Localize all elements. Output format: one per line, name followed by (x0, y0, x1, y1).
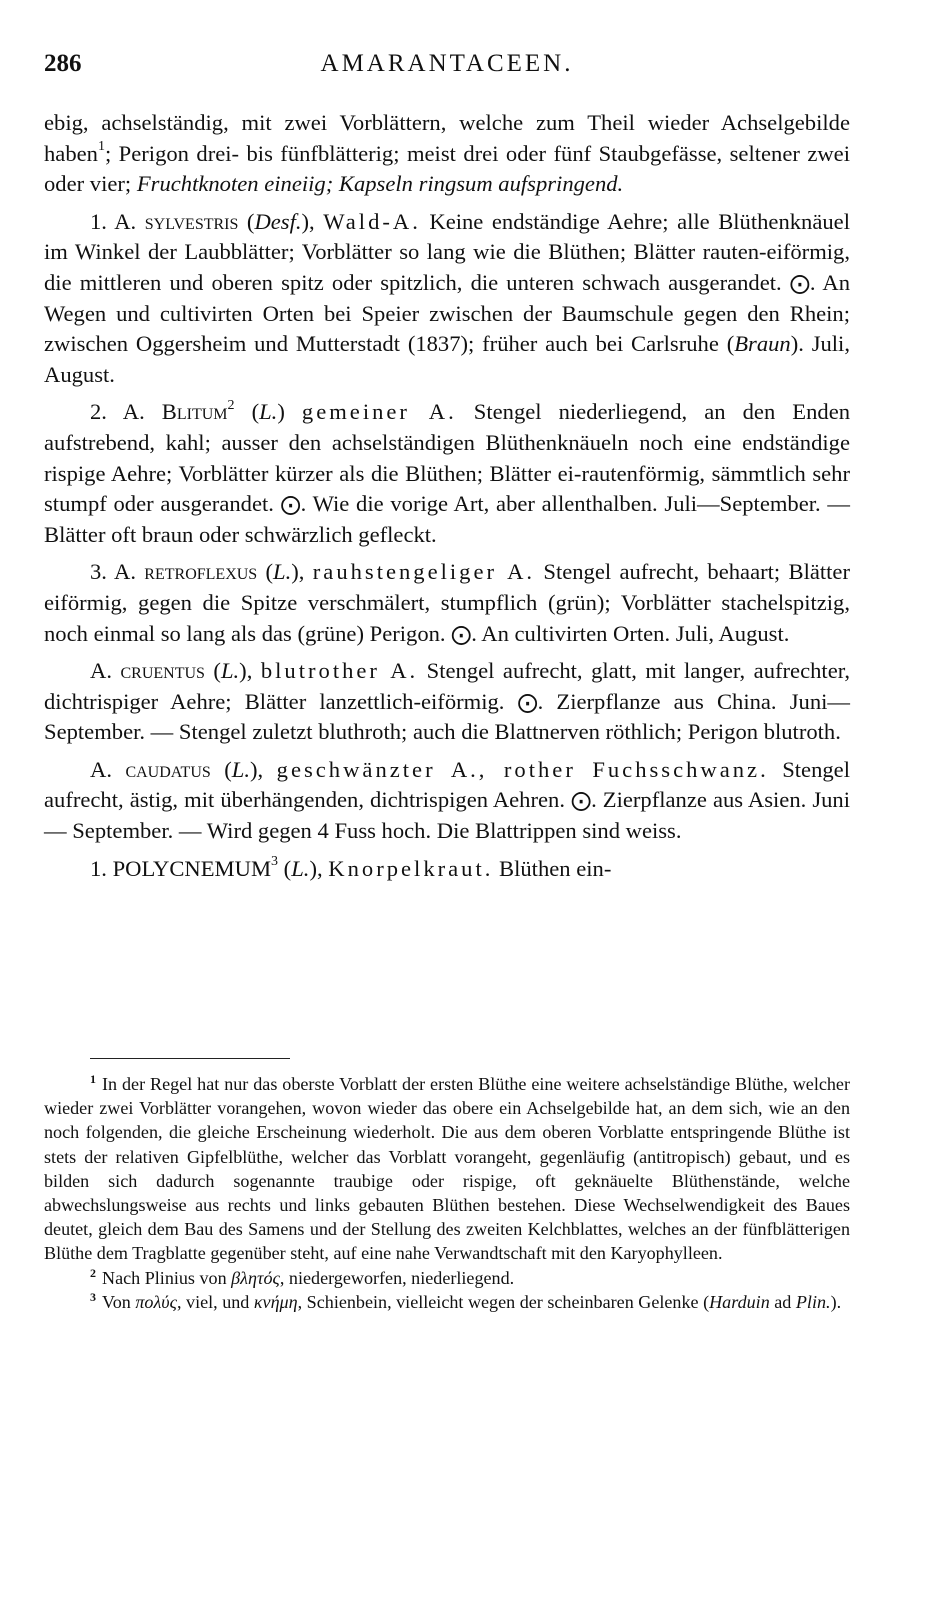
footnote-text: , niedergeworfen, niederliegend. (279, 1267, 515, 1288)
footnotes (44, 1072, 850, 1314)
footnote-text: ). (830, 1291, 842, 1312)
genus-number: 1. (90, 855, 107, 881)
intro-text-1: ebig, achselständig, mit zwei Vorblättern, welche zum Theil wieder Achselgebilde haben (44, 110, 850, 166)
intro-paragraph (44, 108, 850, 200)
authority-close: ) (277, 399, 285, 425)
footnote-number: 1 (90, 1071, 96, 1086)
entry-number: A. (90, 658, 112, 684)
authority-open: ( (204, 658, 221, 684)
authority: L. (273, 559, 292, 585)
species-name: cruentus (120, 658, 205, 684)
flowering-time: ). Juli, August. (44, 331, 850, 387)
authority-close: ), (291, 559, 305, 585)
authority-open: ( (238, 208, 255, 234)
habitat: . Zierpflanze aus China. Juni—September. — Stengel zuletzt bluthroth; auch die Blattnerven röthlich; Perigon blutroth. (44, 688, 850, 745)
intro-text-2: ; Perigon drei- bis fünfblätterig; meist drei oder fünf Staubgefässe, seltener zwei oder vier; (44, 140, 850, 197)
page-number: 286 (44, 50, 82, 77)
footnote-3 (44, 1290, 850, 1314)
running-title: AMARANTACEEN. (320, 50, 574, 77)
habitat: . An Wegen und cultivirten Orten bei Speier zwischen der Baumschule gegen den Rhein; zwischen Oggersheim und Mutterstadt (1837); früher auch bei Carlsruhe ( (44, 269, 850, 357)
species-name: Blitum (161, 399, 228, 425)
footnote-ref-1[interactable]: 1 (97, 139, 105, 155)
genus-entry-polycnemum (44, 854, 850, 885)
description: Stengel aufrecht, ästig, mit überhängenden, dichtrispigen Aehren. (44, 756, 850, 813)
authority: L. (259, 399, 278, 425)
authority-close: ), (250, 756, 264, 782)
authority-open: ( (278, 855, 292, 881)
species-entry-caudatus (44, 755, 850, 847)
citation: Braun (734, 331, 791, 357)
authority-close: ), (301, 208, 315, 234)
species-entry-sylvestris (44, 207, 850, 391)
footnote-number: 2 (90, 1265, 96, 1280)
annual-icon: ⨀ (789, 270, 810, 295)
authority: Desf. (254, 208, 302, 234)
description: Keine endständige Aehre; alle Blüthenknäuel im Winkel der Laubblätter; Vorblätter so lang wie die Blüthen; Blätter rauten-eiförmig, die mittleren und oberen spitz oder spitzlich, die unteren schwach ausgerandet. (44, 208, 850, 295)
intro-text-3: Fruchtknoten eineiig; Kapseln ringsum aufspringend. (136, 171, 624, 197)
entry-number: 1. A. (90, 208, 137, 234)
description: Blüthen ein- (493, 855, 612, 881)
description: Stengel aufrecht, behaart; Blätter eiförmig, gegen die Spitze verschmälert, stumpflich (grün); Vorblätter stachelspitzig, noch einmal so lang als das (grüne) Perigon. (44, 559, 850, 646)
description: Stengel niederliegend, an den Enden aufstrebend, kahl; ausser den achselständigen Blüthenknäueln noch eine endständige rispige Aehre; Vorblätter kürzer als die Blüthen; Blätter ei-rautenförmig, sämmtlich sehr stumpf oder ausgerandet. (44, 399, 851, 517)
annual-icon: ⨀ (280, 492, 301, 517)
common-name: Knorpelkraut. (328, 855, 494, 881)
footnote-text: Nach Plinius von (102, 1267, 232, 1288)
species-name: caudatus (125, 756, 211, 782)
footnote-1 (44, 1072, 850, 1266)
footnote-divider (90, 1058, 290, 1059)
footnote-text: , Schienbein, vielleicht wegen der scheinbaren Gelenke ( (297, 1291, 710, 1312)
page-header (44, 50, 850, 86)
authority-open: ( (210, 756, 232, 782)
annual-icon: ⨀ (451, 621, 472, 646)
annual-icon: ⨀ (571, 788, 592, 813)
habitat: . Wie die vorige Art, aber allenthalben. Juli—September. — Blätter oft braun oder schwärzlich gefleckt. (44, 491, 850, 547)
authority-close: ), (309, 855, 323, 881)
habitat: . Zierpflanze aus Asien. Juni — September. — Wird gegen 4 Fuss hoch. Die Blattrippen sind weiss. (44, 787, 851, 844)
entry-number: A. (90, 756, 112, 782)
authority: L. (291, 855, 310, 881)
citation: Plin. (795, 1291, 831, 1312)
authority-open: ( (234, 399, 260, 425)
common-name: gemeiner A. (301, 399, 457, 425)
description: Stengel aufrecht, glatt, mit langer, aufrechter, dichtrispiger Aehre; Blätter lanzettlich-eiförmig. (44, 658, 850, 714)
species-entry-cruentus (44, 656, 850, 748)
common-name: Wald-A. (323, 208, 421, 234)
species-entry-retroflexus (44, 557, 850, 649)
common-name: geschwänzter A., rother Fuchsschwanz. (276, 756, 769, 782)
citation: Harduin (709, 1291, 770, 1312)
species-name: sylvestris (144, 208, 239, 234)
authority-open: ( (257, 559, 274, 585)
habitat: . An cultivirten Orten. Juli, August. (471, 620, 790, 646)
authority-close: ), (239, 658, 253, 684)
species-name: retroflexus (144, 559, 258, 585)
footnote-text: ad (769, 1291, 796, 1312)
authority: L. (220, 658, 240, 684)
greek-word: βλητός (231, 1267, 280, 1288)
footnote-text: Von (102, 1291, 136, 1312)
main-text (44, 108, 850, 891)
annual-icon: ⨀ (517, 689, 538, 714)
common-name: rauhstengeliger A. (312, 559, 536, 585)
footnote-ref-2[interactable]: 2 (227, 397, 235, 413)
species-entry-blitum (44, 397, 850, 550)
common-name: blutrother A. (260, 658, 419, 684)
footnote-text: In der Regel hat nur das oberste Vorblatt der ersten Blüthe eine weitere achselständige Blüthe, welcher wieder zwei Vorblätter vorangehen, wovon wieder das obere ein Achselgebilde hat, an dem sich, wie an den noch folgenden, die gleiche Erscheinung wiederholt. Die aus dem oberen Vorblatte entspringende Blüthe ist stets der relativen Gipfelblüthe, welcher das Vorblatt vorangeht, gegenläufig (antitropisch) gebaut, und es bilden sich dadurch sogenannte traubige oder rispige, oft geknäuelte Blüthenstände, welche abwechslungsweise aus rechts und links gebauten Blüthen bestehen. Diese Wechselwendigkeit des Baues deutet, gleich dem Bau des Samens und der Stellung des zweiten Kelchblattes, welches an der fünfblätterigen Blüthe dem Tragblatte gegenüber steht, auf eine nahe Verwandtschaft mit den Karyophylleen. (44, 1074, 850, 1264)
greek-word: πολύς (135, 1291, 177, 1312)
footnote-number: 3 (90, 1289, 96, 1304)
footnote-text: , viel, und (176, 1291, 254, 1312)
footnote-ref-3[interactable]: 3 (271, 854, 279, 870)
entry-number: 3. A. (90, 559, 136, 585)
footnote-2 (44, 1266, 850, 1290)
greek-word: κνήμη (253, 1291, 298, 1312)
entry-number: 2. A. (90, 399, 145, 425)
authority: L. (231, 756, 250, 782)
genus-name: POLYCNEMUM (112, 855, 272, 881)
